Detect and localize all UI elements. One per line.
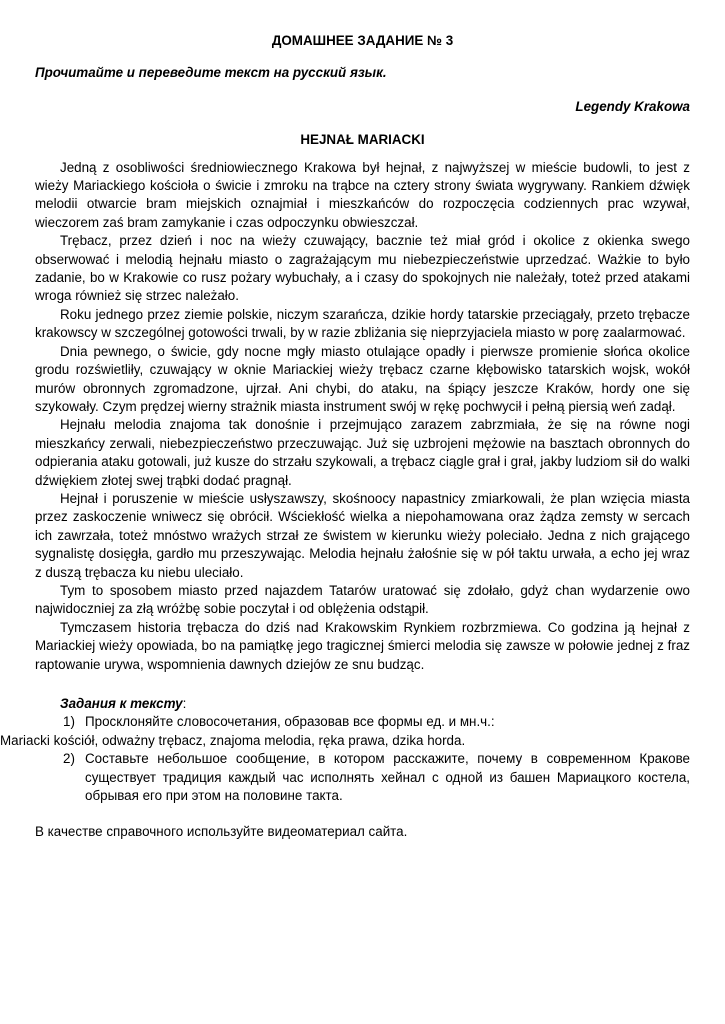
article-paragraph-3: Roku jednego przez ziemie polskie, niczym szarańcza, dzikie hordy tatarskie przeciągały, przeto trębacze krakowscy w szczególnej gotowości trwali, by w razie zbliżania się nieprzyjaciela miasto w porę zaalarmować. xyxy=(35,306,690,341)
task-number-1: 1) xyxy=(63,714,75,730)
phrases-list: Mariacki kościół, odważny trębacz, znajoma melodia, ręka prawa, dzika horda. xyxy=(0,732,466,748)
page-title: ДОМАШНЕЕ ЗАДАНИЕ № 3 xyxy=(271,33,454,48)
task-number-2: 2) xyxy=(63,751,75,767)
article-body xyxy=(35,159,690,674)
task-text-2: Составьте небольшое сообщение, в котором расскажите, почему в современном Кракове существует традиция каждый час исполнять хейнал с одной из башен Мариацкого костела, обрывая его при этом на половине такта. xyxy=(85,751,690,804)
source-label: Legendy Krakowa xyxy=(575,98,690,114)
article-paragraph-1: Jedną z osobliwości średniowiecznego Krakowa był hejnał, z najwyższej w mieście budowli, to jest z wieży Mariackiego kościoła o świcie i zmroku na trąbce na cztery strony świata wygrywany. Rankiem dźwięk melodii otwarcie bram miejskich oznajmiał i mieszkańców do rozpoczęcia codziennych prac wzywał, wieczorem zaś bram zamykanie i czas odpoczynku obwieszczał. xyxy=(35,159,690,230)
article-paragraph-8: Tymczasem historia trębacza do dziś nad Krakowskim Rynkiem rozbrzmiewa. Co godzina ją hejnał z Mariackiej wieży opowiada, bo na pamiątkę jego tragicznej śmierci melodia się zawsze w połowie jednej z fraz raptowanie urywa, wspomnienia dawnych dziejów ze snu budząc. xyxy=(35,619,690,672)
task-item-2 xyxy=(35,750,690,805)
task-text-1: Просклоняйте словосочетания, образовав все формы ед. и мн.ч.: xyxy=(85,714,495,730)
article-paragraph-7: Tym to sposobem miasto przed najazdem Tatarów uratować się zdołało, gdyż chan wydarzenie owo najwidoczniej za złą wróżbę sobie poczytał i od oblężenia odstąpił. xyxy=(35,582,690,617)
document-page xyxy=(0,32,690,842)
footer-note: В качестве справочного используйте видеоматериал сайта. xyxy=(35,824,408,840)
article-title: HEJNAŁ MARIACKI xyxy=(300,132,425,148)
tasks-heading-colon: : xyxy=(182,696,187,711)
instruction-text: Прочитайте и переведите текст на русский язык. xyxy=(35,65,387,81)
tasks-heading xyxy=(60,695,690,713)
article-paragraph-4: Dnia pewnego, o świcie, gdy nocne mgły miasto otulające opadły i pierwsze promienie słońca okolice grodu rozświetliły, czuwający w oknie Mariackiej wieży trębacz czarne kłębowisko tatarskich wojsk, wokół murów obronnych zgromadzone, ujrzał. Ani chybi, do ataku, na śpiący jeszcze Kraków, hordy one się szykowały. Czym prędzej wierny strażnik miasta instrument swój w rękę pochwycił i pełną piersią weń zadął. xyxy=(35,343,690,414)
tasks-heading-label: Задания к тексту xyxy=(60,696,183,711)
article-paragraph-5: Hejnału melodia znajoma tak donośnie i przejmująco zarazem zabrzmiała, że się na równe nogi mieszkańcy zerwali, niebezpieczeństwo przeczuwając. Już się uzbrojeni mężowie na basztach obronnych do odpierania ataku gotowali, już kusze do strzału szykowali, a trębacz ciągle grał i grał, jakby ludziom sił do walki dźwiękiem złotej swej trąbki dodać pragnął. xyxy=(35,417,690,488)
article-paragraph-6: Hejnał i poruszenie w mieście usłyszawszy, skośnoocy napastnicy zmiarkowali, że plan wzięcia miasta przez zaskoczenie wniwecz się obrócił. Wściekłość wielka a niepohamowana oraz żądza zemsty w sercach ich zawrzała, toteż mnóstwo wrażych strzał ze świstem w kierunku wieży poleciało. Jedna z nich grającego sygnalistę dosięgła, gardło mu przeszywając. Melodia hejnału żałośnie się w pół taktu urwała, a echo jej wraz z duszą trębacza ku niebu uleciało. xyxy=(35,490,690,580)
task-item-1 xyxy=(35,713,690,731)
article-paragraph-2: Trębacz, przez dzień i noc na wieży czuwający, bacznie też miał gród i okolice z okienka swego obserwować i melodią hejnału miasto o zagrażającym mu niebezpieczeństwie uprzedzać. Ważkie to było zadanie, bo w Krakowie co rusz pożary wybuchały, a i czasy do spokojnych nie należały, toteż przed atakami wroga również się strzec należało. xyxy=(35,233,690,304)
